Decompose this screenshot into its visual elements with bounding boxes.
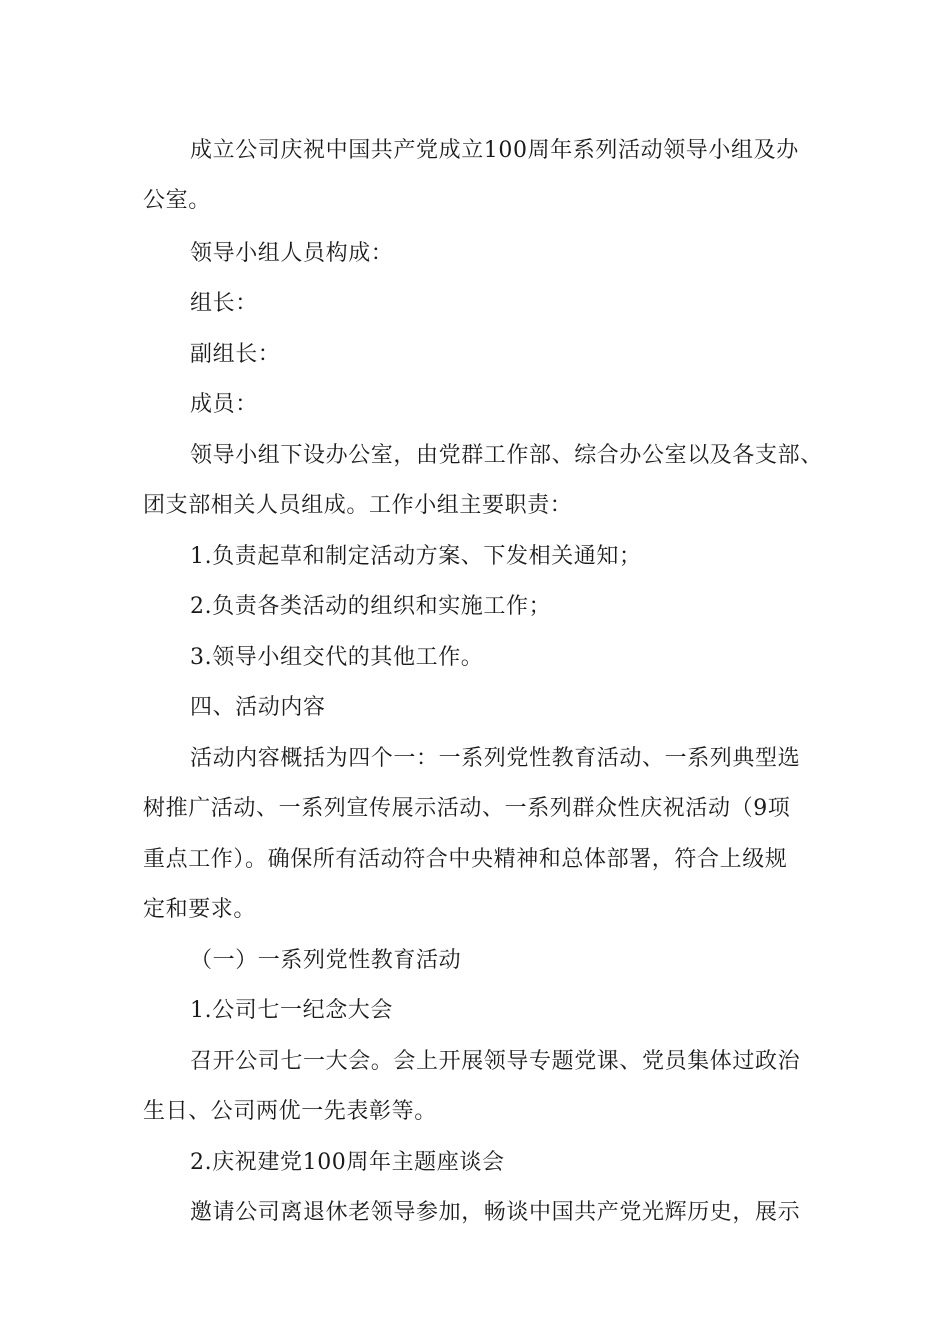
- paragraph-line: 召开公司七一大会。会上开展领导专题党课、党员集体过政治: [190, 1049, 801, 1074]
- paragraph-line: 邀请公司离退休老领导参加，畅谈中国共产党光辉历史，展示: [190, 1200, 801, 1225]
- paragraph-line: 成立公司庆祝中国共产党成立100周年系列活动领导小组及办: [190, 138, 799, 163]
- paragraph-line: 公室。: [143, 188, 211, 213]
- paragraph-line: 组长：: [190, 291, 258, 316]
- section-heading: 四、活动内容: [190, 695, 326, 720]
- paragraph-line: 副组长：: [190, 342, 281, 367]
- paragraph-line: 定和要求。: [143, 897, 257, 922]
- list-item: 3.领导小组交代的其他工作。: [190, 645, 484, 670]
- paragraph-line: 领导小组下设办公室，由党群工作部、综合办公室以及各支部、: [190, 443, 823, 468]
- paragraph-line: 重点工作）。确保所有活动符合中央精神和总体部署，符合上级规: [143, 847, 788, 872]
- subsection-heading: （一）一系列党性教育活动: [190, 948, 462, 973]
- item-heading: 2.庆祝建党100周年主题座谈会: [190, 1150, 505, 1175]
- item-heading: 1.公司七一纪念大会: [190, 998, 393, 1023]
- paragraph-line: 团支部相关人员组成。工作小组主要职责：: [143, 493, 573, 518]
- paragraph-line: 活动内容概括为四个一：一系列党性教育活动、一系列典型选: [190, 746, 801, 771]
- paragraph-line: 领导小组人员构成：: [190, 241, 394, 266]
- list-item: 1.负责起草和制定活动方案、下发相关通知；: [190, 544, 642, 569]
- paragraph-line: 树推广活动、一系列宣传展示活动、一系列群众性庆祝活动（9项: [143, 796, 791, 821]
- paragraph-line: 成员：: [190, 392, 258, 417]
- paragraph-line: 生日、公司两优一先表彰等。: [143, 1099, 437, 1124]
- list-item: 2.负责各类活动的组织和实施工作；: [190, 594, 552, 619]
